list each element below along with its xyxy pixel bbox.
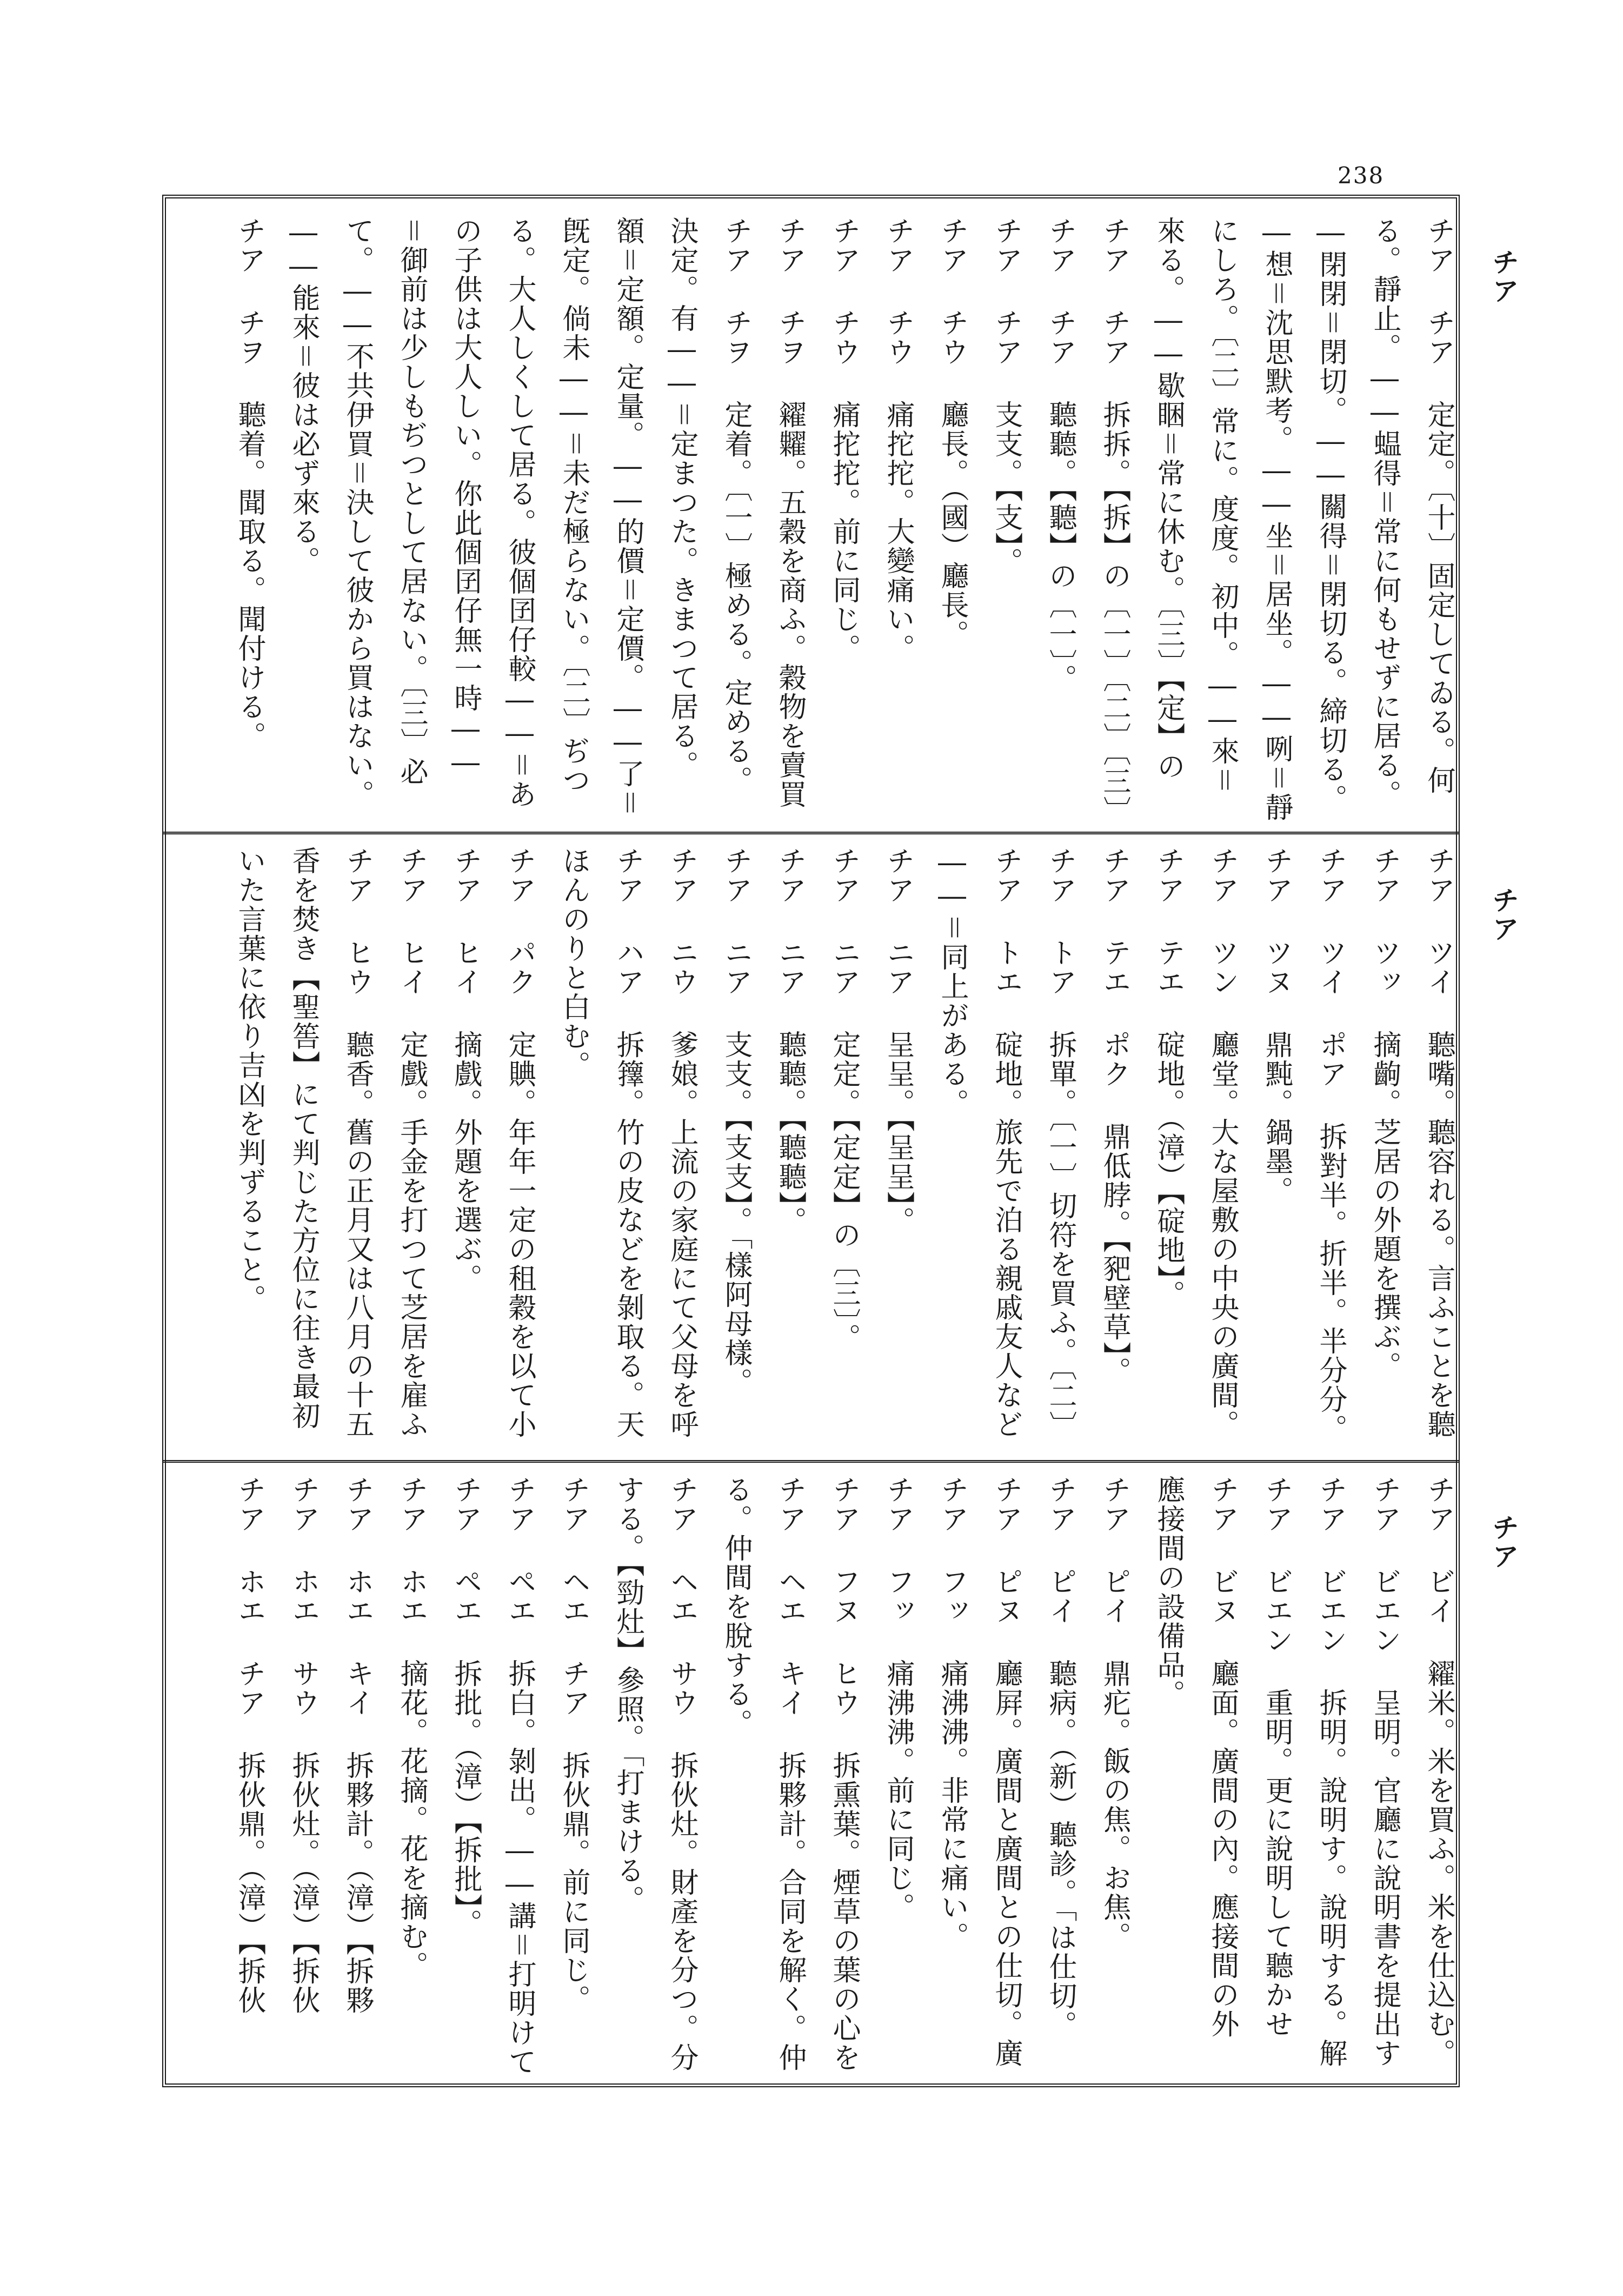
entry-column: する。【勁灶】參照。「打まける。 xyxy=(611,1475,644,1914)
entry-column: チア フヌ ヒウ 拆熏葉。煙草の葉の心を xyxy=(828,1475,860,2072)
entry-column: チア ツッ 摘齣。芝居の外題を撰ぶ。 xyxy=(1368,846,1401,1381)
entry-column: チア ヒイ 摘戲。外題を選ぶ。 xyxy=(449,846,482,1293)
entry-column: チア ニア 定定。【定定】の〔三〕。 xyxy=(828,846,860,1352)
entry-column: チア チヲ 定着。〔一〕極める。定める。 xyxy=(720,216,752,795)
entry-column: る。仲間を脫する。 xyxy=(720,1475,752,1738)
entry-column: ――能來＝彼は必ず來る。 xyxy=(287,216,320,575)
entry-column: チア チウ 痛拕拕。大變痛い。 xyxy=(882,216,914,663)
entry-column: チア チア 定定。〔十〕固定してゐる。何 xyxy=(1422,216,1455,795)
entry-column: の子供は大人しい。你此個囝仔無一時―― xyxy=(449,216,482,780)
entry-column: チア テエ ポク 鼎低脖。【豝壁草】。 xyxy=(1098,846,1130,1386)
section-divider xyxy=(162,832,1460,834)
entry-column: チア ピイ 聽病。（新）聽診。「は仕切。 xyxy=(1044,1475,1076,2040)
entry-column: ―閉閉＝閉切。――關得＝閉切る。締切る。 xyxy=(1314,216,1347,813)
entry-column: チア ビイ 糴米。米を買ふ。米を仕込む。 xyxy=(1422,1475,1455,2068)
entry-column: チア ホエ 摘花。花摘。花を摘む。 xyxy=(395,1475,428,1980)
entry-column: チア ホエ サウ 拆伙灶。（漳）【拆伙 xyxy=(287,1475,320,2015)
entry-column: ――＝同上がある。 xyxy=(936,846,968,1118)
entry-column: チア ツン 廳堂。大な屋敷の中央の廣間。 xyxy=(1206,846,1239,1439)
section-header-bottom: チア xyxy=(1492,1513,1519,1572)
entry-column: チア ピヌ 廳屛。廣間と廣間との仕切。廣 xyxy=(990,1475,1022,2068)
entry-column: チア ペエ 拆批。（漳）【拆批】。 xyxy=(449,1475,482,1938)
entry-column: ＝御前は少しもぢつとして居ない。〔三〕必 xyxy=(395,216,428,786)
entry-column: チア パク 定賟。年年一定の租穀を以て小 xyxy=(503,846,536,1439)
entry-column: チア ホエ キイ 拆夥計。（漳）【拆夥 xyxy=(341,1475,374,2015)
entry-column: チア ヒイ 定戲。手金を打つて芝居を雇ふ xyxy=(395,846,428,1439)
entry-column: チア ヘエ サウ 拆伙灶。財產を分つ。分 xyxy=(666,1475,698,2072)
entry-column: チア ニア 聽聽。【聽聽】。 xyxy=(774,846,806,1236)
entry-column: チア チウ 痛拕拕。前に同じ。 xyxy=(828,216,860,663)
entry-column: チア チヲ 聽着。聞取る。聞付ける。 xyxy=(233,216,265,751)
entry-column: にしろ。〔二〕常に。度度。初中。――來＝ xyxy=(1206,216,1239,795)
entry-column: チア ハア 拆籜。竹の皮などを剝取る。天 xyxy=(611,846,644,1439)
section-header-top: チア xyxy=(1492,248,1519,307)
entry-column: ほんのりと白む。 xyxy=(557,846,590,1080)
entry-column: チア ヒウ 聽香。舊の正月又は八月の十五 xyxy=(341,846,374,1439)
entry-column: チア フッ 痛沸沸。前に同じ。 xyxy=(882,1475,914,1922)
entry-column: チア ヘエ キイ 拆夥計。合同を解く。仲 xyxy=(774,1475,806,2072)
entry-column: チア トエ 碇地。旅先で泊る親戚友人など xyxy=(990,846,1022,1439)
entry-column: チア ヘエ チア 拆伙鼎。前に同じ。 xyxy=(557,1475,590,2014)
entry-column: チア ビヌ 廳面。廣間の內。應接間の外 xyxy=(1206,1475,1239,2039)
entry-column: チア ニア 呈呈。【呈呈】。 xyxy=(882,846,914,1236)
entry-column: 香を焚き【聖筶】にて判じた方位に往き最初 xyxy=(287,846,320,1430)
entry-column: る。靜止。――蝹得＝常に何もせずに居る。 xyxy=(1368,216,1401,809)
section-divider xyxy=(162,1460,1460,1463)
entry-column: チア ツヌ 鼎黗。鍋墨。 xyxy=(1260,846,1293,1205)
page-number: 238 xyxy=(1338,162,1385,189)
entry-column: 應接間の設備品。 xyxy=(1152,1475,1185,1709)
entry-column: チア ビエン 重明。更に說明して聽かせ xyxy=(1260,1475,1293,2039)
entry-column: チア ペエ 拆白。剝出。――講＝打明けて xyxy=(503,1475,536,2076)
entry-column: チア ホエ チア 拆伙鼎。（漳）【拆伙 xyxy=(233,1475,265,2015)
entry-column: チア チウ 廳長。（國）廳長。 xyxy=(936,216,968,649)
entry-column: 旣定。倘未――＝未だ極らない。〔二〕ぢつ xyxy=(557,216,590,795)
entry-column: チア ニウ 爹娘。上流の家庭にて父母を呼 xyxy=(666,846,698,1439)
entry-column: チア ニア 支支。【支支】。「樣阿母樣。 xyxy=(720,846,752,1397)
entry-column: チア トア 拆單。〔一〕切符を買ふ。〔二〕 xyxy=(1044,846,1076,1440)
entry-column: ―想＝沈思默考。――坐＝居坐。――咧＝靜 xyxy=(1260,216,1293,822)
entry-column: いた言葉に依り吉凶を判ずること。 xyxy=(233,846,265,1313)
entry-column: チア ツイ ポア 拆對半。折半。半分分。 xyxy=(1314,846,1347,1443)
entry-column: チア チヲ 糴糶。五穀を商ふ。穀物を賣買 xyxy=(774,216,806,809)
entry-column: チア ピイ 鼎疕。飯の焦。お焦。 xyxy=(1098,1475,1130,1951)
entry-column: 來る。――歇睏＝常に休む。〔三〕【定】の xyxy=(1152,216,1185,781)
entry-column: チア テエ 碇地。（漳）【碇地】。 xyxy=(1152,846,1185,1309)
entry-column: チア ビエン 呈明。官廳に說明書を提出す xyxy=(1368,1475,1401,2068)
entry-column: て。――不共伊買＝決して彼から買はない。 xyxy=(341,216,374,809)
section-header-middle: チア xyxy=(1492,886,1519,945)
entry-column: 決定。有――＝定まつた。きまつて居る。 xyxy=(666,216,698,780)
entry-column: チア ビエン 拆明。說明す。說明する。解 xyxy=(1314,1475,1347,2068)
entry-column: 額＝定額。定量。――的價＝定價。――了＝ xyxy=(611,216,644,818)
entry-column: チア チア 支支。【支】。 xyxy=(990,216,1022,576)
entry-column: チア フッ 痛沸沸。非常に痛い。 xyxy=(936,1475,968,1951)
entry-column: チア チア 拆拆。【拆】の〔一〕〔二〕〔三〕 xyxy=(1098,216,1130,811)
entry-column: る。大人しくして居る。彼個囝仔較――＝あ xyxy=(503,216,536,809)
entry-column: チア ツイ 聽嘴。聽容れる。言ふことを聽 xyxy=(1422,846,1455,1439)
entry-column: チア チア 聽聽。【聽】の〔一〕。 xyxy=(1044,216,1076,693)
